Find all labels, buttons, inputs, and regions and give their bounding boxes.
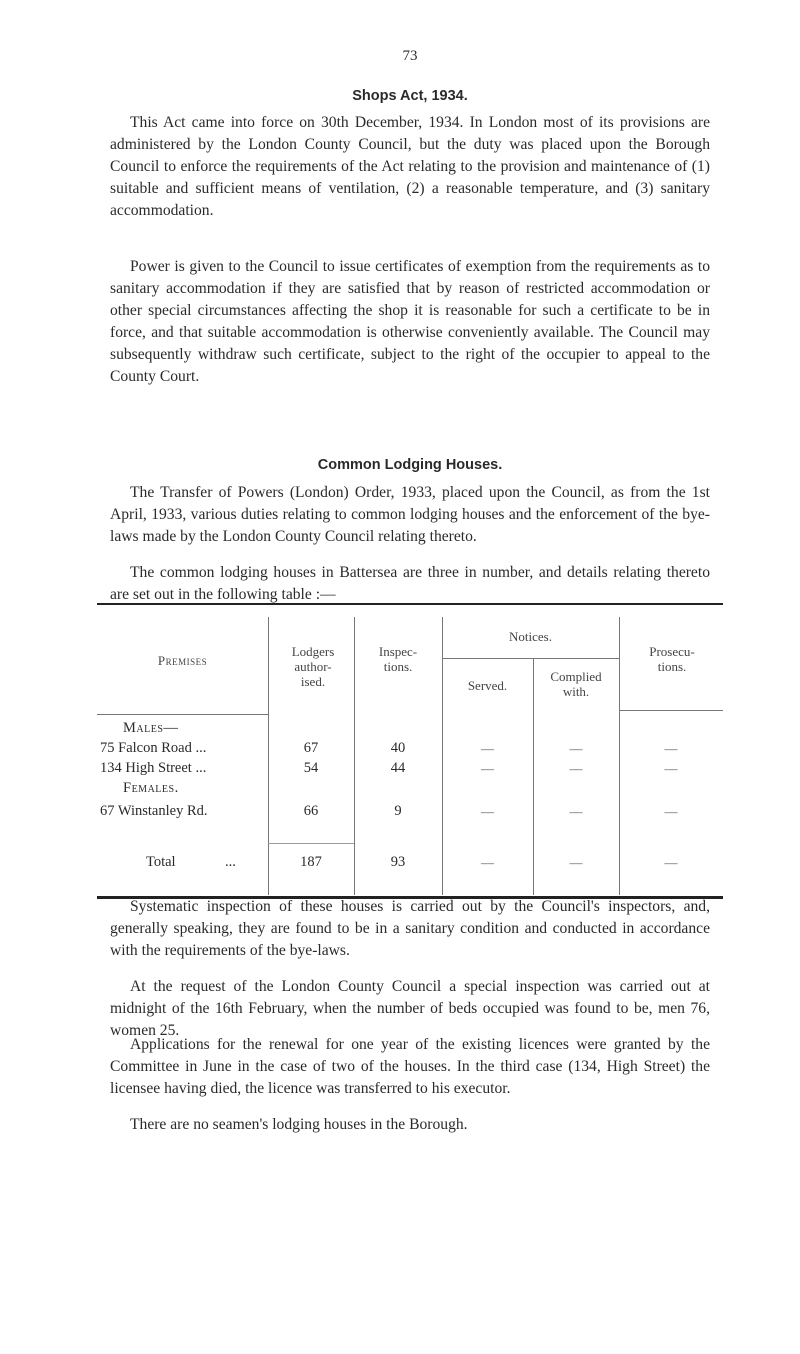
- row-lodgers: 54: [303, 760, 319, 776]
- row-lodgers: 66: [303, 803, 319, 819]
- lodging-houses-table: [97, 603, 723, 900]
- row-prosecutions: —: [664, 741, 678, 756]
- shops-act-paragraph-2: Power is given to the Council to issue certificates of exemption from the requirements as to sanitary accommodation if they are satisfied that by reason of restricted accommodation or other special circumstances affecting the shop it is reasonable for such a certificate to be in force, and that suitable accommodation is otherwise conveniently available. The Council may subsequently withdraw such certificate, subject to the right of the occupier to appeal to the County Court.: [110, 258, 710, 385]
- lodging-houses-heading: Common Lodging Houses.: [317, 457, 503, 473]
- header-complied: Complied with.: [550, 669, 602, 699]
- row-prosecutions: —: [664, 761, 678, 776]
- row-complied: —: [569, 761, 583, 776]
- header-prosecutions: Prosecu- tions.: [649, 644, 695, 674]
- lodging-paragraph-1: The Transfer of Powers (London) Order, 1933, placed upon the Council, as from the 1st April, 1933, various duties relating to common lodging houses and the enforcement of the bye-laws made by the London County Council relating thereto.: [110, 484, 710, 545]
- table-top-rule: [97, 603, 723, 605]
- row-served: —: [481, 761, 494, 776]
- total-complied: —: [569, 855, 583, 870]
- total-leader-dots: ...: [225, 854, 236, 870]
- lodging-paragraph-5: Applications for the renewal for one year of the existing licences were granted by the Committee in June in the case of two of the houses. In the third case (134, High Street) the licensee having died, the licence was transferred to his executor.: [110, 1036, 710, 1097]
- row-served: —: [481, 741, 494, 756]
- notices-subheader-rule: [442, 658, 619, 659]
- header-served: Served.: [467, 678, 508, 693]
- row-complied: —: [569, 804, 583, 819]
- total-inspections: 93: [390, 854, 406, 870]
- lodging-paragraph-4: At the request of the London County Council a special inspection was carried out at midnight of the 16th February, when the number of beds occupied was found to be, men 76, women 25.: [110, 978, 710, 1039]
- total-prosecutions: —: [664, 855, 678, 870]
- row-complied: —: [569, 741, 583, 756]
- lodging-paragraph-6: There are no seamen's lodging houses in the Borough.: [130, 1116, 468, 1133]
- header-lodgers: Lodgers author- ised.: [291, 644, 335, 689]
- lodging-paragraph-3: Systematic inspection of these houses is carried out by the Council's inspectors, and, generally speaking, they are found to be in a sanitary condition and conducted in accordance with the requirements of the bye-laws.: [110, 898, 710, 959]
- total-label: Total: [146, 854, 176, 870]
- row-prosecutions: —: [664, 804, 678, 819]
- row-premises: 67 Winstanley Rd.: [100, 803, 208, 819]
- page-number: 73: [402, 48, 418, 64]
- row-inspections: 40: [390, 740, 406, 756]
- group-label-females: Females.: [123, 780, 179, 796]
- row-premises: 75 Falcon Road ...: [100, 740, 207, 756]
- row-served: —: [481, 804, 494, 819]
- group-label-males: Males—: [123, 720, 179, 736]
- header-premises: Premises: [157, 653, 208, 668]
- total-rule: [268, 843, 354, 844]
- header-rule: [619, 710, 723, 711]
- row-inspections: 44: [390, 760, 406, 776]
- row-premises: 134 High Street ...: [100, 760, 207, 776]
- row-inspections: 9: [394, 803, 402, 819]
- total-served: —: [481, 855, 494, 870]
- shops-act-heading: Shops Act, 1934.: [352, 88, 468, 104]
- header-inspections: Inspec- tions.: [378, 644, 418, 674]
- lodging-paragraph-2: The common lodging houses in Battersea are three in number, and details relating thereto are set out in the following table :—: [110, 564, 710, 603]
- row-lodgers: 67: [303, 740, 319, 756]
- header-rule: [97, 714, 268, 715]
- shops-act-paragraph-1: This Act came into force on 30th December, 1934. In London most of its provisions are administered by the London County Council, but the duty was placed upon the Borough Council to enforce the requirements of the Act relating to the provision and maintenance of (1) suitable and sufficient means of ventilation, (2) a reasonable temperature, and (3) sanitary accommodation.: [110, 114, 710, 219]
- header-notices: Notices.: [509, 629, 552, 644]
- total-lodgers: 187: [300, 854, 322, 870]
